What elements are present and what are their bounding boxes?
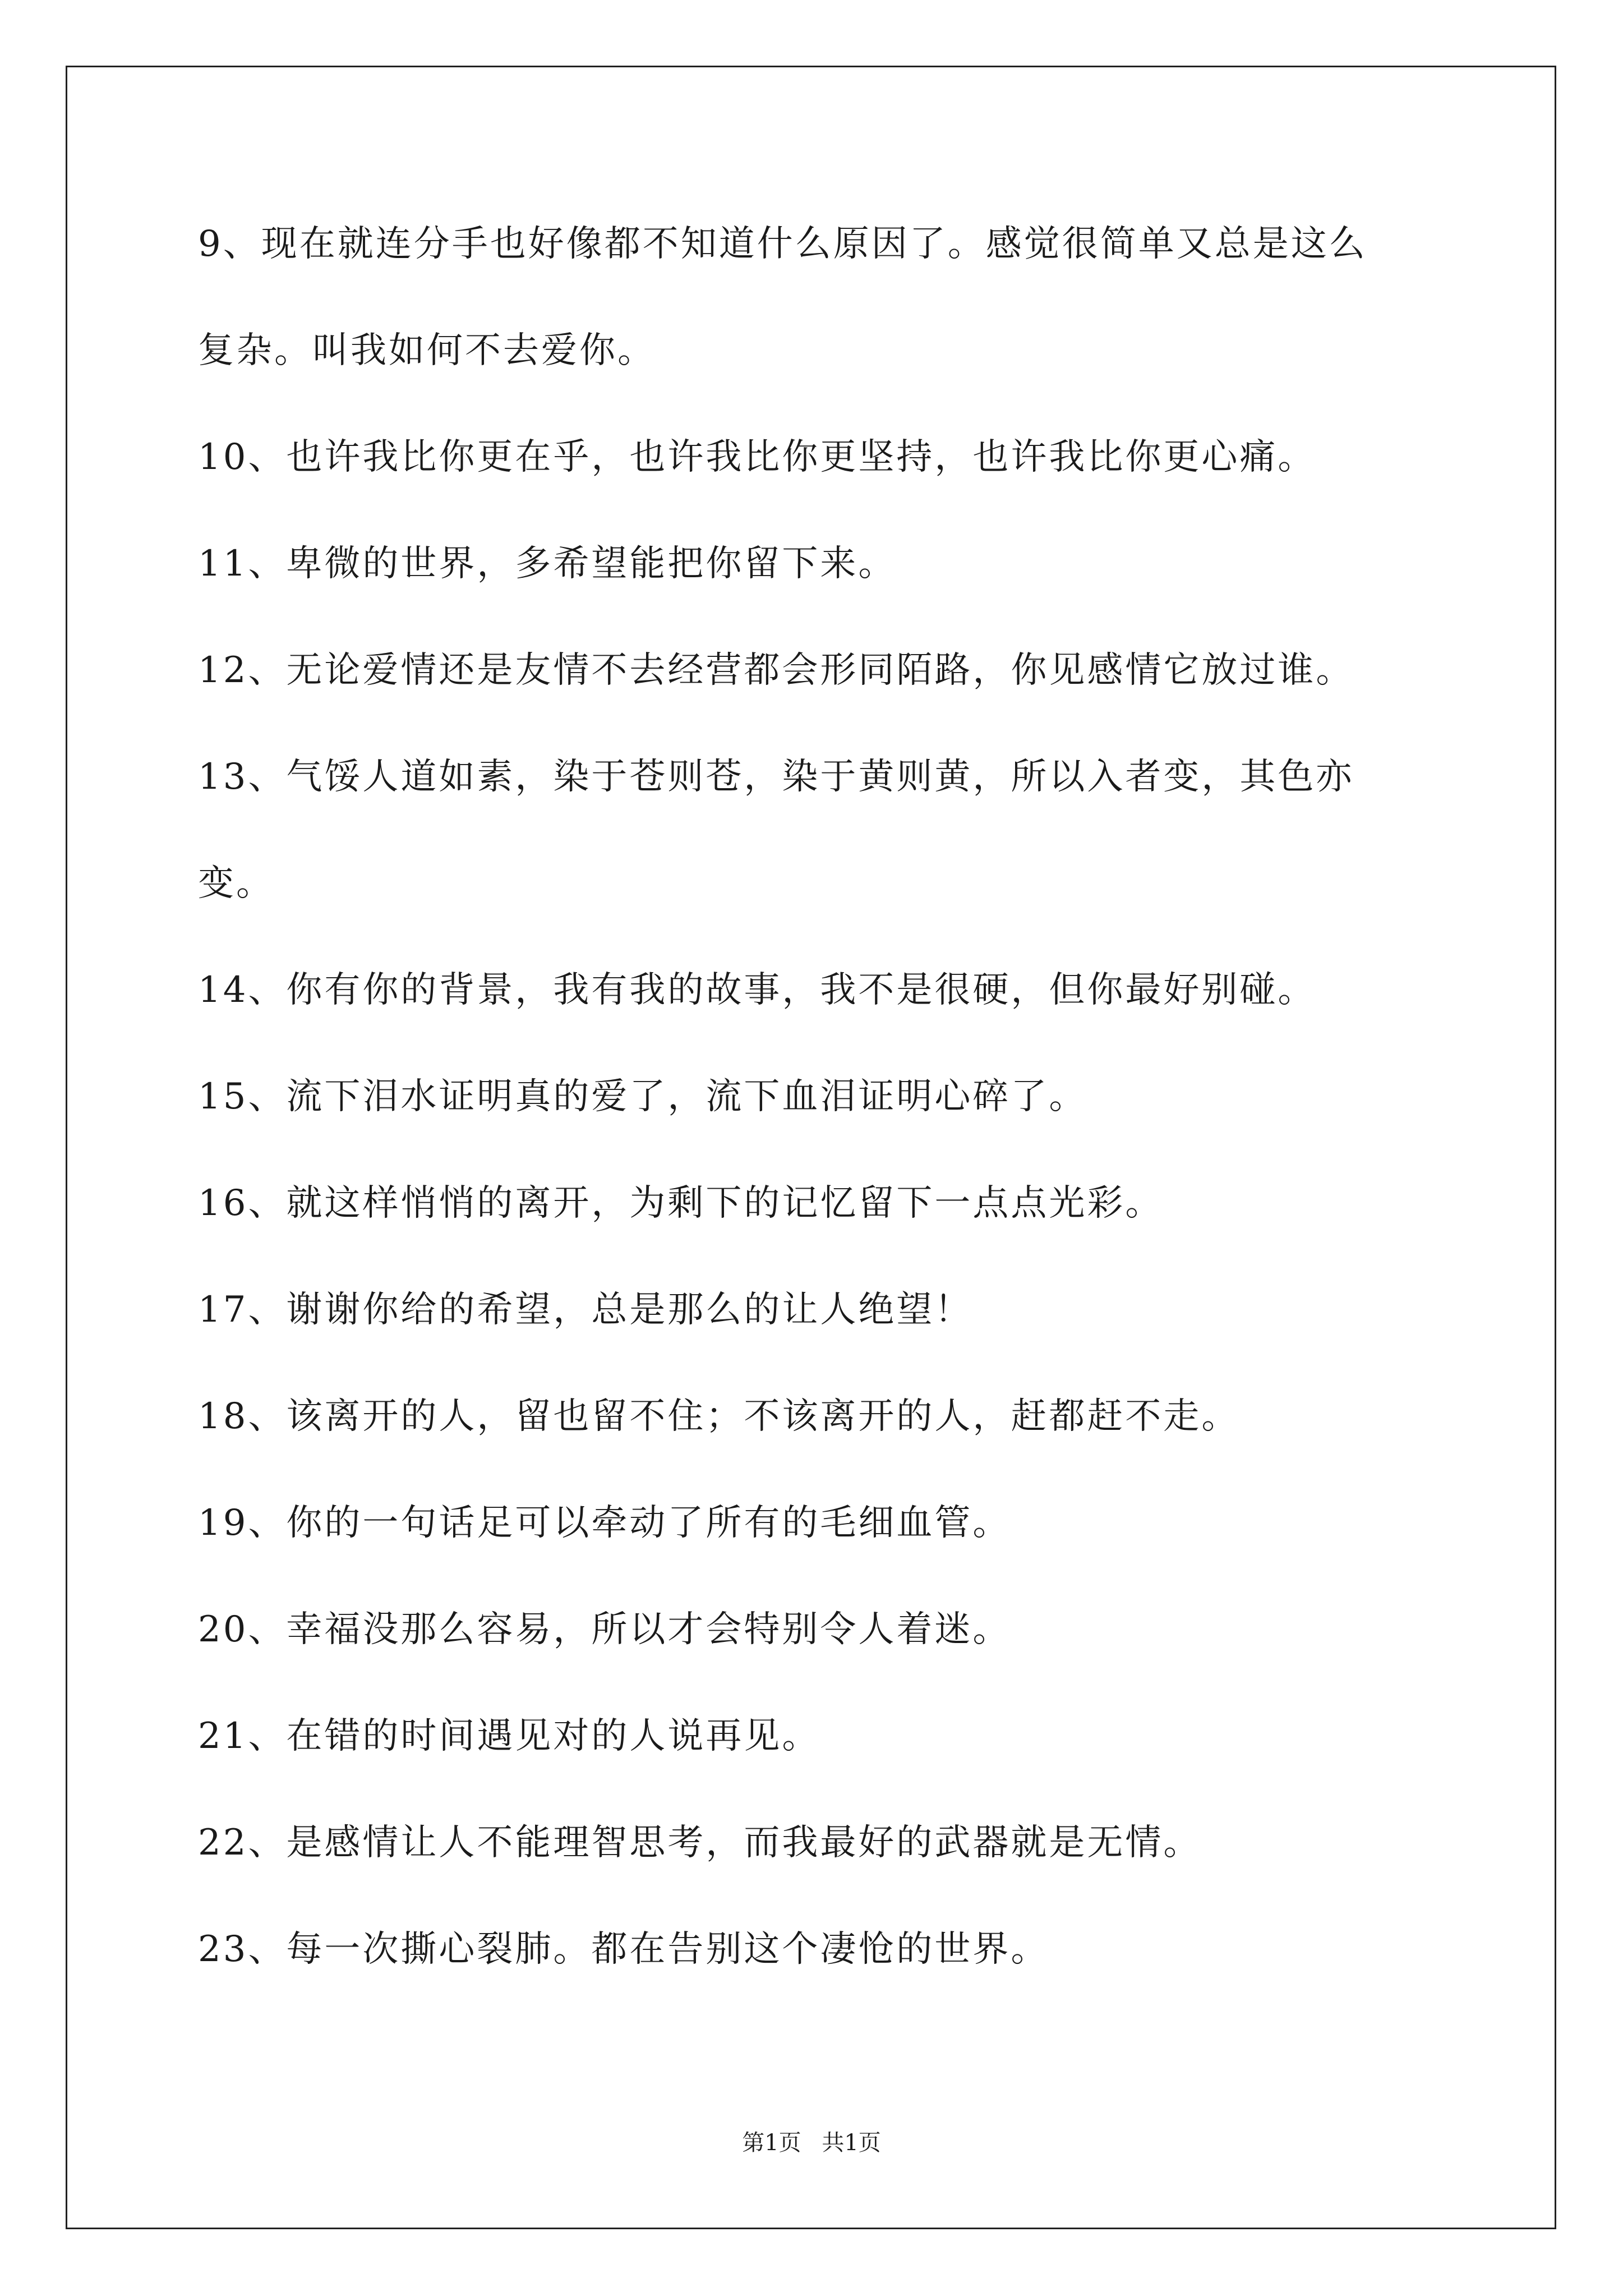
- page-number-total: 共1页: [822, 2130, 881, 2156]
- text-line: 变。: [198, 863, 274, 904]
- text-line: 11、卑微的世界，多希望能把你留下来。: [198, 543, 897, 585]
- text-line: 15、流下泪水证明真的爱了，流下血泪证明心碎了。: [198, 1076, 1087, 1117]
- text-line: 18、该离开的人，留也留不住；不该离开的人，赶都赶不走。: [198, 1396, 1240, 1437]
- text-line: 16、就这样悄悄的离开，为剩下的记忆留下一点点光彩。: [198, 1182, 1164, 1224]
- page-number-current: 第1页: [742, 2130, 801, 2156]
- document-body: [198, 216, 1432, 2028]
- text-line: 复杂。叫我如何不去爱你。: [198, 330, 656, 371]
- text-line: 9、现在就连分手也好像都不知道什么原因了。感觉很简单又总是这么: [198, 223, 1367, 265]
- page-footer: [0, 2129, 1623, 2157]
- text-line: 22、是感情让人不能理智思考，而我最好的武器就是无情。: [198, 1822, 1202, 1864]
- text-line: 13、气馁人道如素，染于苍则苍，染于黄则黄，所以入者变，其色亦: [198, 756, 1354, 798]
- text-line: 19、你的一句话足可以牵动了所有的毛细血管。: [198, 1502, 1011, 1544]
- text-line: 14、你有你的背景，我有我的故事，我不是很硬，但你最好别碰。: [198, 969, 1316, 1011]
- text-line: 23、每一次撕心裂肺。都在告别这个凄怆的世界。: [198, 1929, 1049, 1970]
- text-line: 17、谢谢你给的希望，总是那么的让人绝望！: [198, 1289, 973, 1331]
- text-line: 21、在错的时间遇见对的人说再见。: [198, 1715, 820, 1757]
- text-line: 10、也许我比你更在乎，也许我比你更坚持，也许我比你更心痛。: [198, 436, 1316, 478]
- text-line: 20、幸福没那么容易，所以才会特别令人着迷。: [198, 1609, 1011, 1650]
- text-line: 12、无论爱情还是友情不去经营都会形同陌路，你见感情它放过谁。: [198, 650, 1354, 691]
